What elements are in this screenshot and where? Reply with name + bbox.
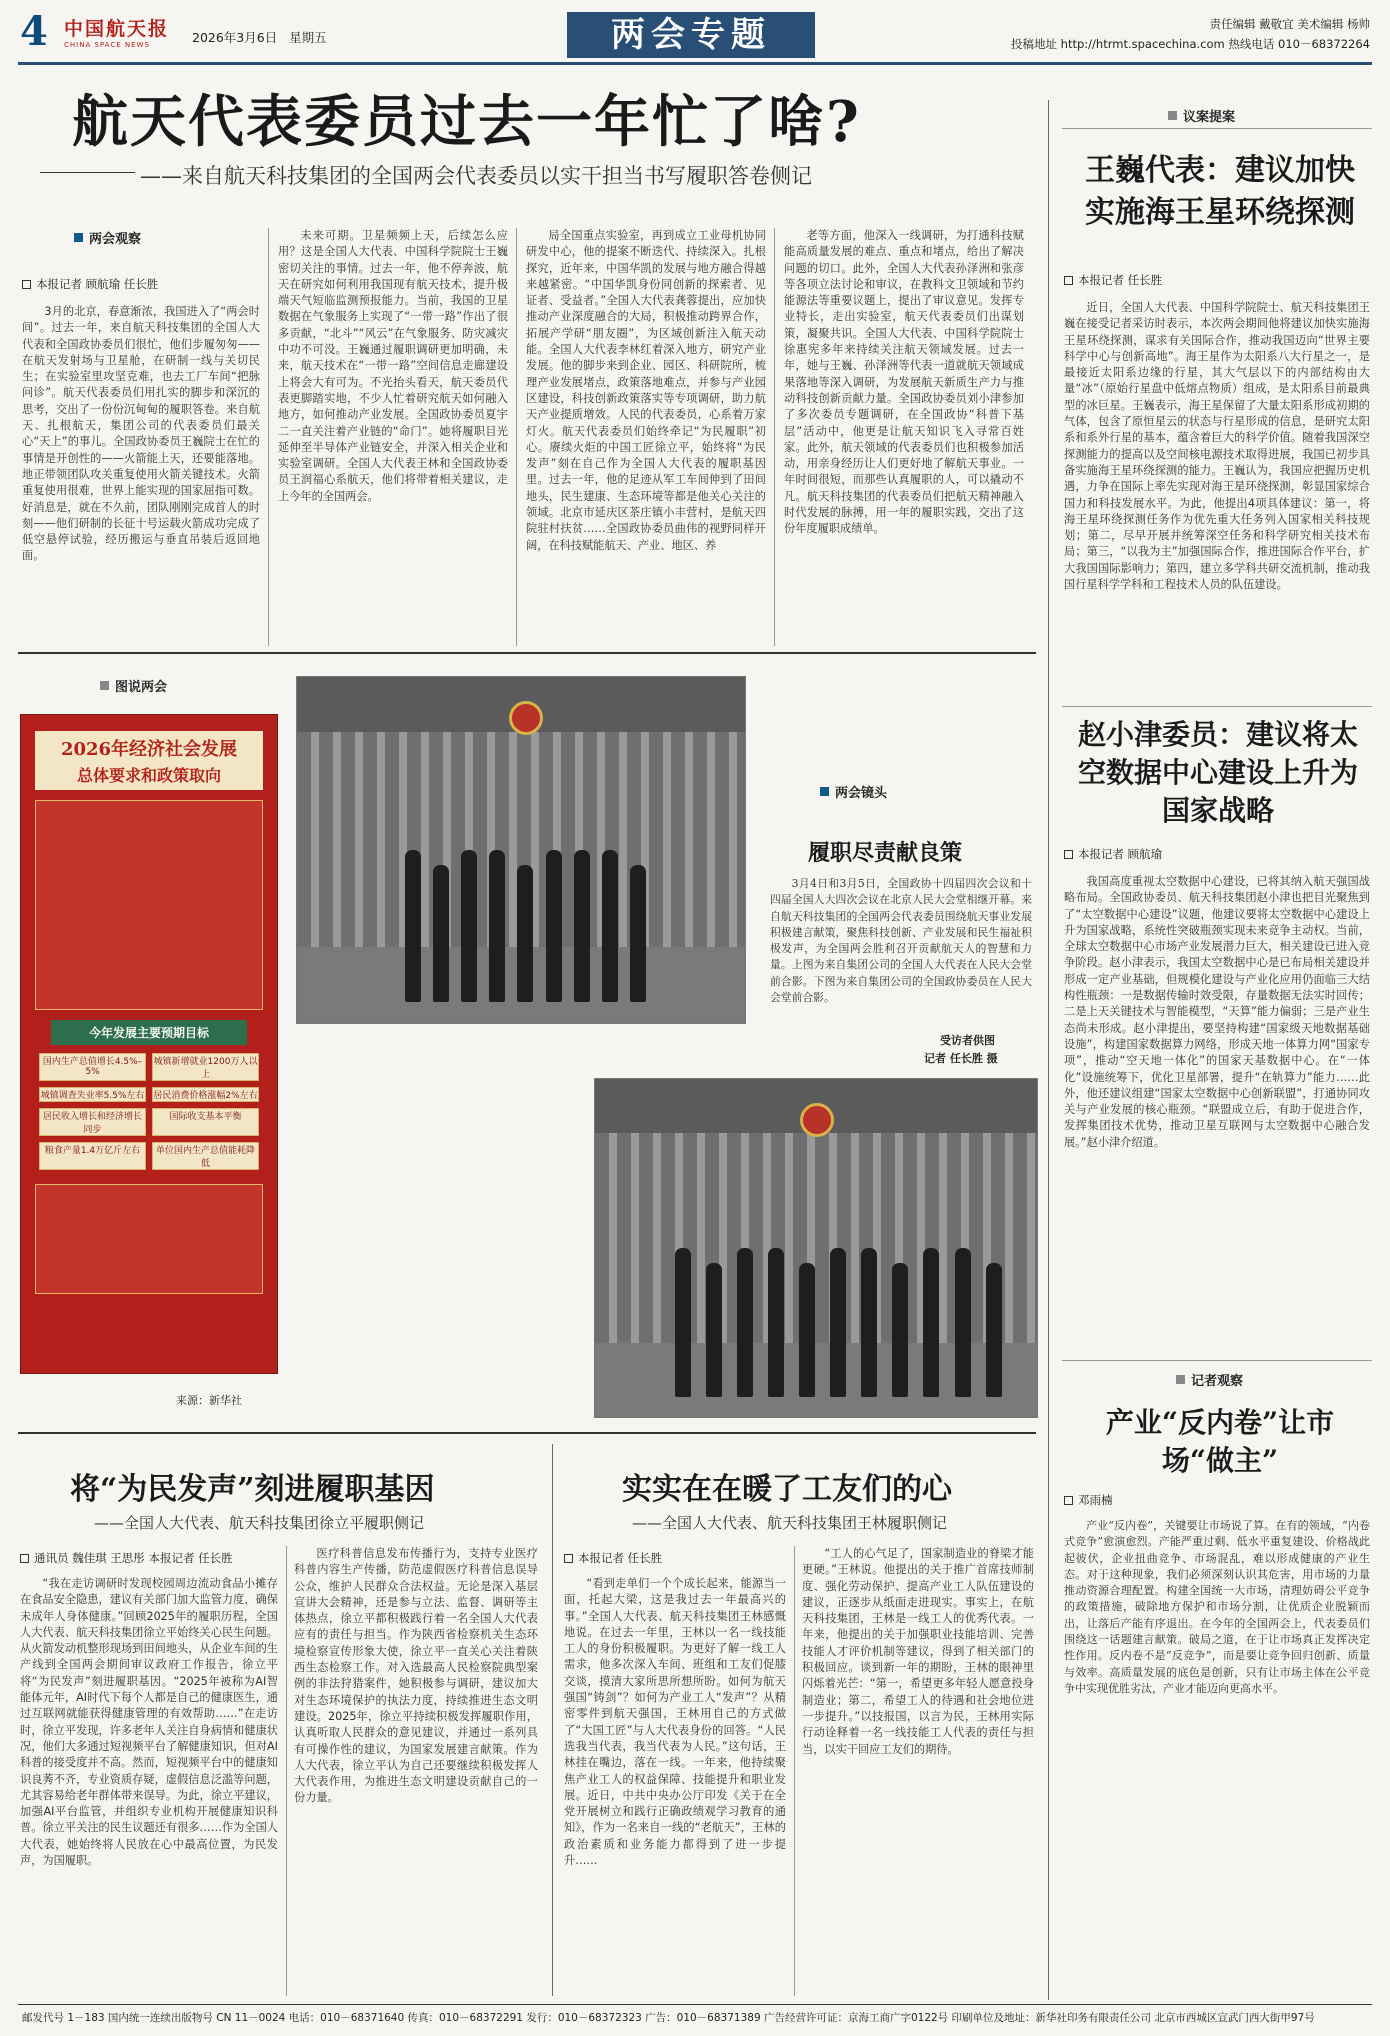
right-bottom-body [1064,1518,1370,1994]
person [630,865,646,1002]
box-icon [1064,276,1073,285]
right-top-tag-rule [1062,128,1372,129]
lead-col4-text: 老等方面，他深入一线调研，为打通科技赋能高质量发展的难点、重点和堵点，给出了解决问题的切口。此外，全国人大代表孙泽洲和张彦等各项立法讨论和审议，在教科文卫领域和节约能源法等重要议题上，提出了审议意见。发挥专业特长，走出实验室，航天代表委员们出谋划策，凝聚共识。全国人大代表、中国科学院院士徐惠宪多年来持续关注航天领域发展。过去一年，她与王巍、孙泽洲等代表一道就航天领域成果落地等深入调研，为发展航天新质生产力与推动科技创新贡献力量。全国政协委员刘小津参加了多次委员专题调研，在全国政协“科普下基层”活动中，他更是让航天知识飞入寻常百姓家。此外，航天领域的代表委员们也积极参加活动，用亲身经历让人们更好地了解航天事业。一年时间很短，而那些认真履职的人，可以撬动不凡。航天科技集团的代表委员们把航天精神融入时代发展的脉搏，用一年的履职实践，交出了这份年度履职成绩单。 [784,229,1024,536]
box-icon [564,1554,573,1563]
right-bottom-tag [1176,1370,1243,1389]
person [675,1248,691,1397]
bottom-mid-col-2 [802,1546,1034,1996]
section-banner: 两会专题 [567,12,815,58]
paper-logo [64,14,169,49]
poster-item: 居民消费价格涨幅2%左右 [152,1087,259,1102]
person [986,1263,1002,1397]
right-top-tag [1168,106,1235,125]
photo-people [675,1248,1002,1397]
right-top-byline [1064,272,1162,288]
bottom-left-headline: 将“为民发声”刻进履职基因 [70,1472,435,1507]
right-mid-byline-text: 本报记者 顾航瑜 [1078,847,1163,861]
bottom-divider [552,1444,553,1996]
poster-heading: 今年发展主要预期目标 [51,1020,247,1045]
right-rail-divider [1048,100,1049,2000]
lead-col1-text: 3月的北京，春意渐浓，我国进入了“两会时间”。过去一年，来自航天科技集团的全国人大代表和全国政协委员们很忙，他们步履匆匆——在航天发射场与卫星舱，在研制一线与关切民生；在实验室里攻坚克难，也去工厂车间“把脉问诊”。航天代表委员们用扎实的脚步和深沉的思考，交出了一份份沉甸甸的履职答卷。来自航天、扎根航天，集团公司的代表委员们最关心“天上”的事儿。全国政协委员王巍院士在忙的事情是开创性的——火箭能上天，还要能落地。地正带领团队攻关重复使用火箭关键技术。火箭重复使用很难，世界上能实现的国家屈指可数。好消息是，就在不久前，团队刚刚完成首人的时刻——他们研制的长征十号运载火箭成功完成了低空悬停试验，经历搬运与垂直吊装后返回地面。 [22,305,260,563]
person [737,1248,753,1397]
national-emblem-icon [509,701,543,735]
mirror-body [770,876,1032,1026]
bottom-mid-byline-text: 本报记者 任长胜 [578,1551,663,1565]
masthead-rule [18,62,1372,65]
lead-column-tag-text: 两会观察 [89,232,142,247]
photo-cppcc-members [594,1078,1038,1418]
photo-people [405,850,647,1002]
mirror-title: 履职尽责献良策 [808,840,963,866]
photo-section-tag [100,676,167,695]
lead-column-3 [526,228,766,640]
square-icon [820,787,829,796]
person [955,1248,971,1397]
poster-item: 国内生产总值增长4.5%–5% [39,1053,146,1081]
lead-byline [22,276,158,292]
lead-col3-text: 局全国重点实验室，再到成立工业母机协同研发中心，他的提案不断迭代、持续深入。扎根探究，近年来，中国华凯的发展与地方融合得越来越紧密。“中国华凯身份同创新的探索者、见证者、受益者。”全国人大代表龚蓉提出，应加快推动产业深度融合的大局，积极推动跨界合作，拓展产学研“朋友圈”，为区域创新注入航天动能。全国人大代表李林红着深入地方，研究产业发展。他的脚步来到企业、园区、科研院所，梳理产业发展堵点，政策落地难点，并参与产业园区建设，科技创新政策落实等专项调研，助力航天产业提质增效。人民的代表委员，心系着万家灯火。航天代表委员们始终牵记“为民履职”初心。赓续火炬的中国工匠徐立平，始终将“为民发声”刻在自己作为全国人大代表的履职基因里。过去一年，他的足迹从军工车间伸到了田间地头，民生建康、生态环境等都是他关心关注的领域。北京市延庆区茶庄镇小丰营村，是航天四院驻村扶贫……全国政协委员曲伟的视野同样开阔，在科技赋能航天、产业、地区、养 [526,229,766,552]
poster-item: 单位国内生产总值能耗降低 [152,1142,259,1170]
person [768,1248,784,1397]
square-icon [1176,1375,1185,1384]
bottom-mid-text: “看到走单们一个个成长起来，能源当一面，托起大梁，这是我过去一年最高兴的事。”全国人大代表、航天科技集团王林感慨地说。在过去一年里，王林以一名一线技能工人的身份积极履职。为更好了解一线工人需求，他多次深入车间、班组和工友们促膝交谈，摸清大家所思所想所盼。如何为航天强国“铸剑”？如何为产业工人“发声”？从精密零件到航天强国，王林用自己的方式做了“大国工匠”与人大代表身份的回答。“人民选我当代表，我当代表为人民。”这句话，王林挂在嘴边，落在一线。一年来，他持续聚焦产业工人的权益保障、技能提升和职业发展。近日，中共中央办公厅印发《关于在全党开展树立和践行正确政绩观学习教育的通知》，作为一名来自一线的“老航天”，王林的政治素质和业务能力都得到了进一步提升…… [564,1577,786,1868]
person [433,865,449,1002]
paper-name: 中国航天报 [64,18,170,40]
right-top-tag-text: 议案提案 [1183,110,1236,125]
col-divider [774,228,775,646]
square-icon [74,233,83,242]
poster-item: 城镇调查失业率5.5%左右 [39,1087,146,1102]
box-icon [1064,1496,1073,1505]
bottom-left-text: “我在走访调研时发现校园周边流动食品小摊存在食品安全隐患，建议有关部门加大监管力度，确保未成年人身体健康。”回顾2025年的履职历程，全国人大代表、航天科技集团徐立平始终关心民生问题。从火箭发动机整形现场到田间地头，从企业车间的生产线到全国两会期间审议政府工作报告，徐立平将“为民发声”刻进履职基因。“2025年被称为AI智能体元年，AI时代下每个人都是自己的健康医生，通过互联网就能获得健康管理的有效帮助……”在走访时，徐立平发现，许多老年人关注自身病情和健康状况，他们大多通过短视频平台了解健康知识，但对AI科普的接受度并不高。然而，短视频平台中的健康知识良莠不齐，专业资质存疑，虚假信息泛滥等问题，尤其容易给老年群体带来误导。为此，徐立平建议，加强AI平台监管，并组织专业机构开展健康知识科普。徐立平关注的民生议题还有很多……作为全国人大代表，她始终将人民放在心中最高位置，为民发声，为国履职。 [20,1577,278,1868]
issue-date [192,28,327,46]
lead-headline: 航天代表委员过去一年忙了啥? [72,89,861,155]
lead-column-tag [74,228,141,247]
right-top-headline: 王巍代表：建议加快实施海王星环绕探测 [1085,153,1355,230]
lead-col2-text: 未来可期。卫星频频上天，后续怎么应用？这是全国人大代表、中国科学院院士王巍密切关注的事情。过去一年，他不停奔波，航天在研究如何利用我国现有航天技术，提升极端天气短临监测预报能力。当前，我国的卫星数据在气象服务上实现了“一带一路”作出了很多贡献，“北斗”“风云”在气象服务、防灾减灾中功不可没。王巍通过履职调研更加明确，未来，航天技术在“一带一路”空间信息走廊建设上将会大有可为。不光抬头看天，航天委员代表更脚踏实地，不少人忙着研究航天如何融入地方，如何推动产业发展。全国政协委员夏宇二一直关注着产业链的“命门”。她将履职目光延伸至半导体产业链安全，并深入相关企业和实验室调研。全国人大代表王林和全国政协委员王润福心系航天，他们将带着相关建议，走上今年的全国两会。 [278,229,508,503]
right-mid-rule [1062,706,1372,707]
right-top-byline-text: 本报记者 任长胜 [1078,273,1163,287]
bottom-left-text-2: 医疗科普信息发布传播行为，支持专业医疗科普内容生产传播，防范虚假医疗科普信息误导公众，维护人民群众合法权益。无论是深入基层宣讲大会精神，还是参与立法、监督、调研等主体热点，徐立平都积极践行着一名全国人大代表应有的责任与担当。作为陕西省检察机关生态环境检察宣传形象大使，徐立平一直关心关注着陕西生态检察工作。对入选最高人民检察院典型案例的非法狩猎案件，她积极参与调研，建议加大对生态环境保护的执法力度，持续推进生态文明建设。2025年，徐立平持续积极发挥履职作用，认真听取人民群众的意见建议，并通过一系列具有可操作性的建议，为国家发展建言献策。作为人大代表，徐立平认为自己还要继续积极发挥人大代表作用，为推进生态文明建设贡献自己的一份力量。 [294,1547,538,1805]
poster-footer-block [35,1184,263,1294]
poster-item: 粮食产量1.4万亿斤左右 [39,1142,146,1170]
mirror-tag-text: 两会镜头 [835,786,888,801]
contact-line: 投稿地址 http://htrmt.spacechina.com 热线电话 010－68372264 [1011,37,1370,51]
right-bottom-byline [1064,1492,1113,1508]
bottom-mid-text-2: “工人的心气足了，国家制造业的脊梁才能更硬。”王林说。他提出的关于推广首席技师制度、强化劳动保护、提高产业工人队伍建设的建议，正逐步从纸面走进现实。事实上，在航天科技集团，王林是一线工人的优秀代表。一年来，他提出的关于加强职业技能培训、完善技能人才评价机制等建议，得到了相关部门的积极回应。谈到新一年的期盼，王林的眼神里闪烁着光芒：“第一，希望更多年轻人愿意投身制造业；第二，希望工人的待遇和社会地位进一步提升。”以技报国，以言为民，王林用实际行动诠释着一名一线技能工人代表的责任与担当，以实干回应工友们的期待。 [802,1547,1034,1756]
editor-line: 责任编辑 戴敬宜 美术编辑 杨帅 [1209,17,1370,31]
poster-item: 国际收支基本平衡 [152,1108,259,1136]
person [546,850,562,1002]
col-divider [516,228,517,646]
lead-column-1 [22,304,260,640]
box-icon [20,1554,29,1563]
mirror-tag [820,782,887,801]
issue-date-text: 2026年3月6日 [192,30,278,45]
bottom-mid-subhead: ——全国人大代表、航天科技集团王林履职侧记 [632,1514,948,1532]
bottom-left-byline-text: 通讯员 魏佳琪 王思彤 本报记者 任长胜 [34,1551,233,1565]
page-number: 4 [20,8,48,55]
bottom-mid-headline: 实实在在暖了工友们的心 [622,1472,952,1507]
footer-line: 邮发代号 1－183 国内统一连续出版物号 CN 11－0024 电话：010－68371640 传真：010－68372291 发行：010－68372323 广告：010－68371389 广告经营许可证：京海工商广字0122号 印刷单位及地址：新华社印务有限责任公司 北京市西城区宣武门西大街甲97号 [22,2012,1315,2024]
paper-name-en: CHINA SPACE NEWS [64,41,150,49]
person [861,1248,877,1397]
right-bottom-tag-text: 记者观察 [1191,1374,1244,1389]
mirror-credit-2: 记者 任长胜 摄 [924,1052,998,1065]
person [799,1263,815,1397]
poster-subtitle: 总体要求和政策取向 [35,761,263,790]
right-bottom-text: 产业“反内卷”，关键要让市场说了算。在有的领域，“内卷式竞争”愈演愈烈。产能严重过剩、低水平重复建设、价格战此起彼伏，企业扭曲竞争、市场混乱，难以形成健康的产业生态。对于这种现象，我们必须深刻认识其危害，用市场的力量推动资源合理配置。构建全国统一大市场，清理妨碍公平竞争的政策措施，破除地方保护和市场分割，让优质企业脱颖而出，让落后产能有序退出。在今年的全国两会上，代表委员们围绕这一话题建言献策。破局之道，在于让市场真正发挥决定性作用。反内卷不是“反竞争”，而是要让竞争回归创新、质量与效率。高质量发展的底色是创新，只有让市场主体在公平竞争中实现优胜劣汰，产业才能迈向更高水平。 [1064,1519,1370,1695]
right-mid-headline: 赵小津委员：建议将太空数据中心建设上升为国家战略 [1077,718,1358,827]
col-divider [268,228,269,646]
issue-weekday: 星期五 [289,30,327,45]
poster-items [39,1053,259,1170]
right-bottom-byline-text: 邓雨楠 [1078,1493,1113,1507]
footer-rule [18,2004,1372,2005]
col-divider [286,1546,287,1996]
box-icon [22,280,31,289]
lead-column-2 [278,228,508,640]
photo-source: 来源：新华社 [176,1394,242,1407]
bottom-left-subhead: ——全国人大代表、航天科技集团徐立平履职侧记 [94,1514,425,1532]
mirror-credit: 受访者供图 [940,1034,995,1047]
col-divider [794,1546,795,1996]
lead-column-4 [784,228,1024,640]
right-mid-body [1064,874,1370,1338]
right-top-text: 近日，全国人大代表、中国科学院院士、航天科技集团王巍在接受记者采访时表示，本次两会期间他将建议加快实施海王星环绕探测，谋求有关国际合作，推动我国迈向“世界主要科学中心与创新高地”。海王星作为太阳系八大行星之一，是最接近太阳系边缘的行星，其大气层以下的内部结构由大量“冰”（原始行星盘中低熔点物质）组成，是太阳系目前最典型的冰巨星。王巍表示，海王星保留了大量太阳系形成初期的气体，包含了原恒星云的状态与行星形成的信息，是研究太阳系和系外行星的基本，蕴含着巨大的科学价值。随着我国深空探测能力的提高以及空间核电源技术取得进展，我国已初步具备实施海王星环绕探测的能力。王巍认为，我国应把握历史机遇，力争在国际上率先实现对海王星环绕探测，彰显国家综合国力和科技发展水平。为此，他提出4项具体建议：第一，将海王星环绕探测任务作为优先重大任务列入国家相关科技规划；第二，尽早开展并统筹深空任务和科学研究相关技术布局；第三，“以我为主”加强国际合作，推进国际合作平台，扩大我国国际影响力；第四，建立多学科共研交流机制，推动我国行星科学学科和工程技术人员的队伍建设。 [1064,301,1370,592]
photo-bottom-rule [18,1432,1036,1434]
mirror-text: 3月4日和3月5日，全国政协十四届四次会议和十四届全国人大四次会议在北京人民大会堂相继开幕。来自航天科技集团的全国两会代表委员围绕航天事业发展积极建言献策，聚焦科技创新、产业发展和民生福祉积极发声，为全国两会胜利召开贡献航天人的智慧和力量。上图为来自集团公司的全国人大代表在人民大会堂前合影。下图为来自集团公司的全国政协委员在人民大会堂前合影。 [770,877,1032,1005]
infographic-poster [20,714,278,1374]
person [489,850,505,1002]
right-mid-text: 我国高度重视太空数据中心建设，已将其纳入航天强国战略布局。全国政协委员、航天科技集团赵小津也把目光聚焦到了“太空数据中心建设”议题，他建议要将太空数据中心建设上升为国家战略，系统性突破瓶颈实现未来竞争主动权。当前，全球太空数据中心市场产业发展潜力巨大，相关建设已进入竞争阶段。赵小津表示，我国太空数据中心是已布局相关建设并形成一定产业基础，但规模化建设与产业化应用仍面临三大结构性瓶颈：一是数据传输时效受限，存量数据无法实时回传；二是上天关键技术与智能模型，“天算”能力偏弱；三是产业生态尚未形成。赵小津提出，要坚持构建“国家级天地数据基础设施”，构建国家数据算力网络，形成天地一体算力网“国家专项”，推动“空天地一体化”的国家天基数据中心。在“一体化”设施统筹下，优化卫星部署，提升“在轨算力”能力……此外，他还建议组建“国家太空数据中心创新联盟”，打通协同攻关与产业发展的核心瓶颈。“联盟成立后，有助于促进合作，发挥集团技术优势，推动卫星互联网与太空数据中心融合发展。”赵小津介绍道。 [1064,875,1370,1149]
person [405,850,421,1002]
lead-bottom-rule [18,652,1036,654]
poster-item: 居民收入增长和经济增长同步 [39,1108,146,1136]
lead-subhead-rule [40,172,135,173]
person [517,865,533,1002]
box-icon [1064,850,1073,859]
photo-npc-deputies [296,676,746,1024]
right-bottom-rule [1062,1360,1372,1361]
lead-subhead: ——来自航天科技集团的全国两会代表委员以实干担当书写履职答卷侧记 [140,164,812,188]
person [706,1263,722,1397]
person [574,850,590,1002]
right-bottom-headline: 产业“反内卷”让市场“做主” [1105,1406,1335,1477]
poster-body-block [35,800,263,1010]
poster-item: 城镇新增就业1200万人以上 [152,1053,259,1081]
person [892,1263,908,1397]
photo-section-tag-text: 图说两会 [115,680,168,695]
square-icon [1168,111,1177,120]
national-emblem-icon [800,1103,834,1137]
masthead [0,0,1390,64]
bottom-mid-col-1 [564,1576,786,1996]
person [830,1248,846,1397]
bottom-left-byline [20,1550,233,1566]
lead-byline-text: 本报记者 顾航瑜 任长胜 [36,277,159,291]
person [461,850,477,1002]
person [602,850,618,1002]
bottom-mid-byline [564,1550,662,1566]
bottom-left-col-1 [20,1576,278,1996]
square-icon [100,681,109,690]
right-top-body [1064,300,1370,688]
person [923,1248,939,1397]
right-mid-byline [1064,846,1162,862]
bottom-left-col-2 [294,1546,538,1996]
poster-title: 2026年经济社会发展 [35,731,263,761]
